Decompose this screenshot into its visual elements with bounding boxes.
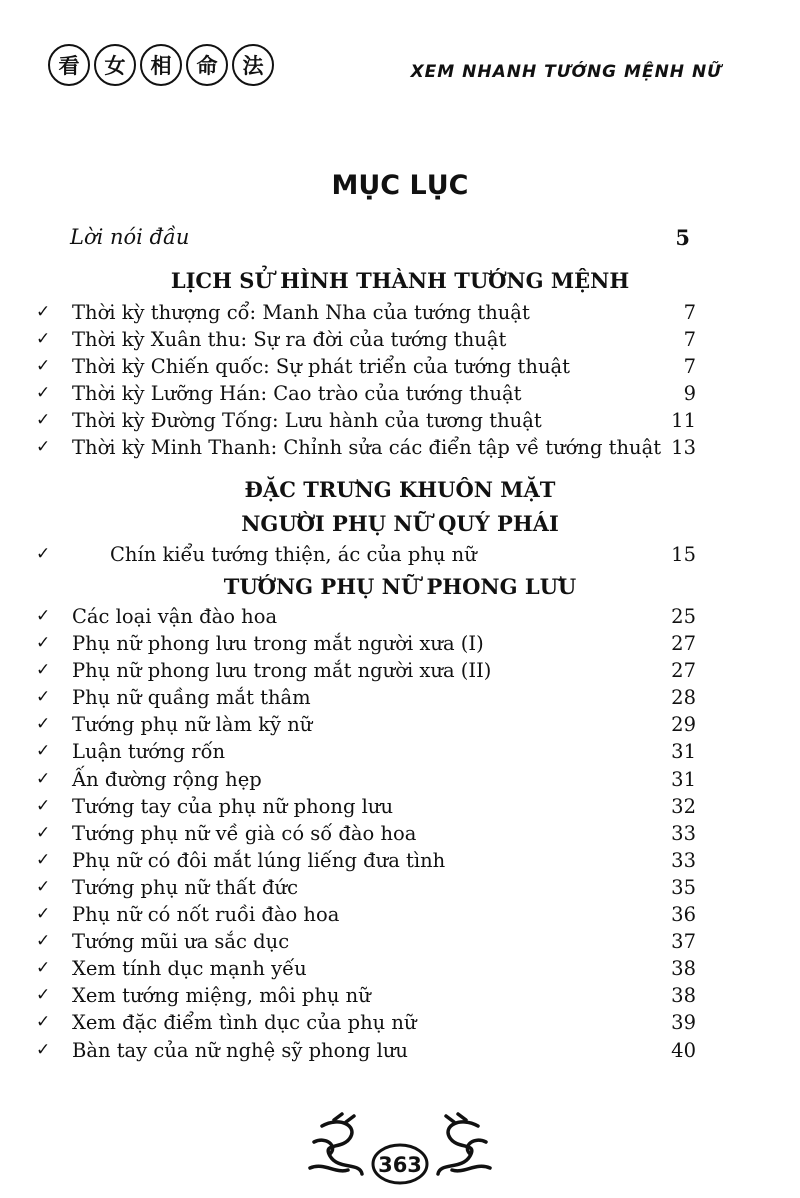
toc-entry[interactable] bbox=[36, 684, 696, 711]
toc-entry[interactable] bbox=[36, 928, 696, 955]
entry-page: 36 bbox=[671, 903, 696, 927]
check-mark-icon: ✓ bbox=[36, 876, 51, 897]
entry-title: Xem tính dục mạnh yếu bbox=[72, 957, 307, 981]
check-mark-icon: ✓ bbox=[36, 768, 51, 789]
seal-char: 相 bbox=[140, 44, 182, 86]
section-entries bbox=[36, 299, 696, 462]
entry-page: 5 bbox=[675, 225, 690, 250]
entry-title: Chín kiểu tướng thiện, ác của phụ nữ bbox=[110, 543, 477, 566]
toc-entry[interactable] bbox=[36, 1037, 696, 1064]
toc-entry[interactable] bbox=[36, 299, 696, 326]
page-folio bbox=[300, 1112, 500, 1188]
entry-title: Thời kỳ Xuân thu: Sự ra đời của tướng thuật bbox=[72, 328, 507, 352]
entry-title: Tướng phụ nữ về già có số đào hoa bbox=[72, 821, 417, 845]
entry-page: 7 bbox=[683, 301, 696, 324]
entry-page: 11 bbox=[671, 409, 696, 433]
entry-title: Thời kỳ Chiến quốc: Sự phát triển của tướng thuật bbox=[72, 355, 570, 379]
check-mark-icon: ✓ bbox=[36, 741, 51, 762]
entry-title: Phụ nữ có nốt ruồi đào hoa bbox=[72, 903, 340, 927]
entry-page: 31 bbox=[671, 740, 696, 764]
running-title: XEM NHANH TƯỚNG MỆNH NỮ bbox=[410, 62, 722, 82]
toc-entry[interactable] bbox=[36, 793, 696, 820]
entry-title: Tướng phụ nữ làm kỹ nữ bbox=[72, 713, 313, 737]
entry-page: 31 bbox=[671, 767, 696, 791]
entry-page: 38 bbox=[671, 984, 696, 1008]
entry-page: 27 bbox=[671, 632, 696, 656]
toc-entry[interactable] bbox=[36, 380, 696, 407]
entry-page: 7 bbox=[683, 328, 696, 352]
section-heading-line2: NGƯỜI PHỤ NỮ QUÝ PHÁI bbox=[241, 511, 559, 536]
toc-entry[interactable] bbox=[36, 326, 696, 353]
check-mark-icon: ✓ bbox=[36, 1039, 51, 1060]
page-header bbox=[48, 44, 752, 92]
entry-page: 29 bbox=[671, 713, 696, 737]
check-mark-icon: ✓ bbox=[36, 1012, 51, 1033]
toc-entry[interactable] bbox=[36, 657, 696, 684]
check-mark-icon: ✓ bbox=[36, 660, 51, 681]
entry-page: 28 bbox=[671, 686, 696, 710]
left-dragon-icon bbox=[310, 1114, 362, 1174]
seal-char: 看 bbox=[48, 44, 90, 86]
toc-entry[interactable] bbox=[36, 353, 696, 380]
entry-title: Thời kỳ Lưỡng Hán: Cao trào của tướng thuật bbox=[72, 382, 522, 406]
entry-title: Xem đặc điểm tình dục của phụ nữ bbox=[72, 1011, 417, 1035]
check-mark-icon: ✓ bbox=[36, 437, 51, 458]
toc-entry[interactable] bbox=[36, 541, 696, 568]
toc-entry-preface[interactable] bbox=[70, 225, 690, 249]
check-mark-icon: ✓ bbox=[36, 633, 51, 654]
section-entries bbox=[36, 603, 696, 1064]
seal-char: 女 bbox=[94, 44, 136, 86]
check-mark-icon: ✓ bbox=[36, 904, 51, 925]
entry-page: 35 bbox=[671, 875, 696, 899]
entry-page: 40 bbox=[671, 1038, 696, 1062]
entry-page: 38 bbox=[671, 957, 696, 981]
chinese-seal-row bbox=[48, 44, 274, 86]
check-mark-icon: ✓ bbox=[36, 985, 51, 1006]
section-heading: ĐẶC TRƯNG KHUÔN MẶT bbox=[244, 477, 556, 502]
check-mark-icon: ✓ bbox=[36, 544, 51, 564]
entry-title: Bàn tay của nữ nghệ sỹ phong lưu bbox=[72, 1038, 408, 1062]
check-mark-icon: ✓ bbox=[36, 687, 51, 708]
check-mark-icon: ✓ bbox=[36, 383, 51, 404]
entry-title: Thời kỳ Minh Thanh: Chỉnh sửa các điển tập về tướng thuật bbox=[72, 436, 662, 460]
page-number: 363 bbox=[378, 1153, 422, 1177]
check-mark-icon: ✓ bbox=[36, 356, 51, 377]
toc-entry[interactable] bbox=[36, 603, 696, 630]
entry-title: Phụ nữ phong lưu trong mắt người xưa (I) bbox=[72, 632, 484, 656]
toc-entry[interactable] bbox=[36, 820, 696, 847]
entry-page: 15 bbox=[671, 543, 696, 566]
section-heading: TƯỚNG PHỤ NỮ PHONG LƯU bbox=[223, 574, 577, 599]
seal-char: 法 bbox=[232, 44, 274, 86]
entry-page: 33 bbox=[671, 848, 696, 872]
entry-page: 37 bbox=[671, 930, 696, 954]
toc-entry[interactable] bbox=[36, 955, 696, 982]
check-mark-icon: ✓ bbox=[36, 795, 51, 816]
entry-title: Lời nói đầu bbox=[70, 225, 190, 249]
toc-entry[interactable] bbox=[36, 738, 696, 765]
check-mark-icon: ✓ bbox=[36, 606, 51, 626]
toc-title: MỤC LỤC bbox=[331, 170, 469, 201]
entry-page: 27 bbox=[671, 659, 696, 683]
entry-title: Phụ nữ phong lưu trong mắt người xưa (II) bbox=[72, 659, 492, 683]
entry-page: 33 bbox=[671, 821, 696, 845]
entry-title: Luận tướng rốn bbox=[72, 740, 226, 764]
entry-page: 7 bbox=[683, 355, 696, 379]
toc-entry[interactable] bbox=[36, 766, 696, 793]
toc-entry[interactable] bbox=[36, 1009, 696, 1036]
entry-title: Tướng tay của phụ nữ phong lưu bbox=[72, 794, 394, 818]
toc-entry[interactable] bbox=[36, 630, 696, 657]
entry-page: 13 bbox=[671, 436, 696, 460]
entry-title: Xem tướng miệng, môi phụ nữ bbox=[72, 984, 371, 1008]
entry-page: 25 bbox=[671, 605, 696, 628]
entry-title: Phụ nữ quầng mắt thâm bbox=[72, 686, 311, 710]
check-mark-icon: ✓ bbox=[36, 329, 51, 350]
check-mark-icon: ✓ bbox=[36, 931, 51, 952]
toc-entry[interactable] bbox=[36, 407, 696, 434]
check-mark-icon: ✓ bbox=[36, 714, 51, 735]
entry-title: Tướng mũi ưa sắc dục bbox=[72, 930, 290, 954]
entry-page: 9 bbox=[683, 382, 696, 406]
entry-title: Thời kỳ Đường Tống: Lưu hành của tương thuật bbox=[72, 409, 542, 433]
seal-char: 命 bbox=[186, 44, 228, 86]
section-entries bbox=[36, 541, 696, 568]
check-mark-icon: ✓ bbox=[36, 410, 51, 431]
entry-title: Các loại vận đào hoa bbox=[72, 605, 278, 628]
check-mark-icon: ✓ bbox=[36, 302, 51, 322]
right-dragon-icon bbox=[438, 1114, 490, 1174]
check-mark-icon: ✓ bbox=[36, 849, 51, 870]
toc-entry[interactable] bbox=[36, 874, 696, 901]
check-mark-icon: ✓ bbox=[36, 822, 51, 843]
entry-page: 32 bbox=[671, 794, 696, 818]
toc-entry[interactable] bbox=[36, 711, 696, 738]
entry-title: Tướng phụ nữ thất đức bbox=[72, 875, 299, 899]
toc-entry[interactable] bbox=[36, 901, 696, 928]
section-heading: LỊCH SỬ HÌNH THÀNH TƯỚNG MỆNH bbox=[170, 268, 630, 293]
entry-title: Thời kỳ thượng cổ: Manh Nha của tướng thuật bbox=[72, 301, 530, 324]
entry-title: Ấn đường rộng hẹp bbox=[72, 767, 262, 791]
toc-entry[interactable] bbox=[36, 434, 696, 461]
toc-entry[interactable] bbox=[36, 982, 696, 1009]
entry-page: 39 bbox=[671, 1011, 696, 1035]
check-mark-icon: ✓ bbox=[36, 958, 51, 979]
entry-title: Phụ nữ có đôi mắt lúng liếng đưa tình bbox=[72, 848, 446, 872]
toc-entry[interactable] bbox=[36, 847, 696, 874]
